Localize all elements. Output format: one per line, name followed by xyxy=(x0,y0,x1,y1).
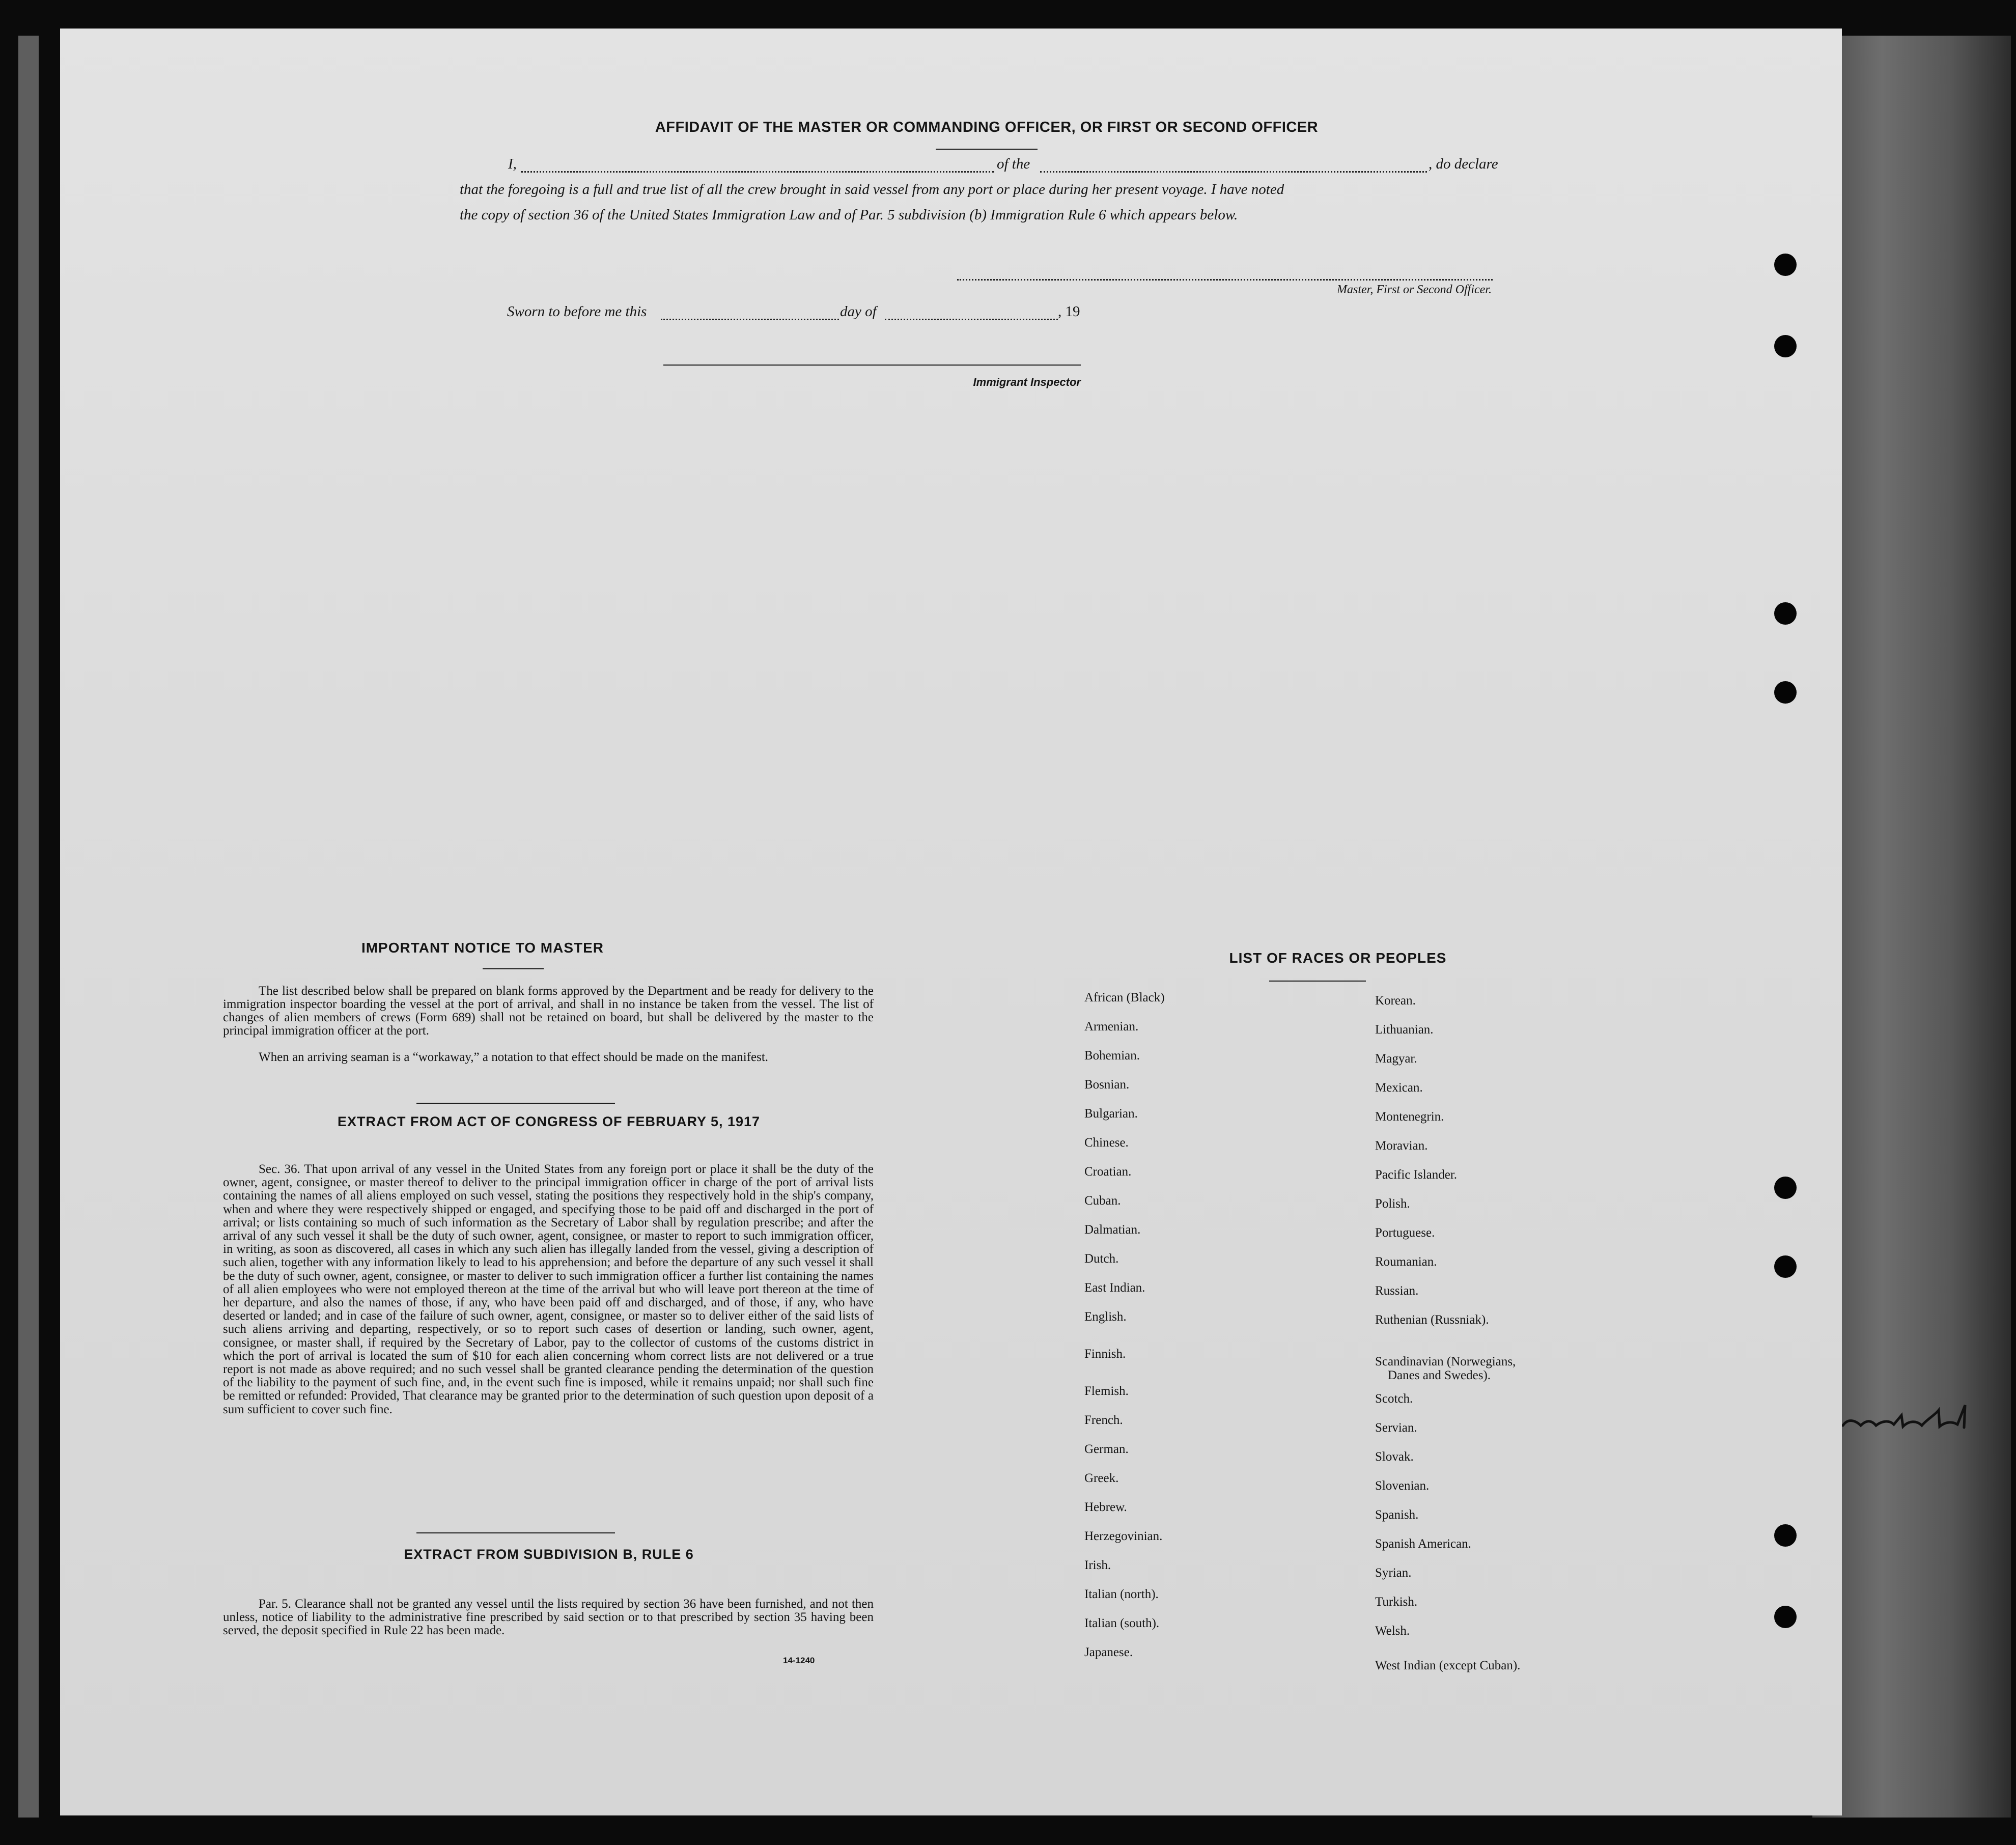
notice-divider xyxy=(483,968,544,969)
punch-hole xyxy=(1774,1524,1797,1547)
notice-para1: The list described below shall be prepared on blank forms approved by the Department and be ready for delivery to the immigration inspector boarding the vessel at the port of arrival, and shall in no instance be taken from the vessel. The list of changes of alien members of crews (Form 689) shall not be retained on board, but shall be delivered by the master to the principal immigration officer at the port. xyxy=(223,984,874,1038)
races-title: LIST OF RACES OR PEOPLES xyxy=(1229,950,1447,966)
race-item: Chinese. xyxy=(1084,1136,1129,1150)
race-item: Cuban. xyxy=(1084,1194,1121,1208)
race-item: Mexican. xyxy=(1375,1081,1423,1095)
manifest-page xyxy=(60,29,1842,1815)
punch-hole xyxy=(1774,1177,1797,1199)
inspector-signature-line[interactable] xyxy=(663,365,1081,366)
affidavit-line1-start: I, xyxy=(508,156,517,172)
race-item: English. xyxy=(1084,1310,1127,1324)
section-divider xyxy=(416,1532,615,1533)
sworn-start: Sworn to before me this xyxy=(507,303,647,320)
affidavit-line2: that the foregoing is a full and true list of all the crew brought in said vessel from any port or place during her present voyage. I have noted xyxy=(460,181,1284,198)
race-item: Finnish. xyxy=(1084,1347,1126,1361)
race-item: Montenegrin. xyxy=(1375,1110,1444,1124)
race-item: Slovak. xyxy=(1375,1450,1414,1464)
race-item: Hebrew. xyxy=(1084,1500,1127,1514)
extract-act-text: Sec. 36. That upon arrival of any vessel in the United States from any foreign port or place it shall be the duty of the owner, agent, consignee, or master thereof to deliver to the principal immigration officer in charge of the port of arrival lists containing the names of all aliens employed on such vessel, stating the positions they respectively hold in the ship's company, when and where they were respectively shipped or engaged, and specifying those to be paid off and discharged in the port of arrival; or lists containing so much of such information as the Secretary of Labor shall by regulation prescribe; and after the arrival of any such vessel it shall be the duty of such owner, agent, consignee, or master to report to such immigration officer, in writing, as soon as discovered, all cases in which any such alien has illegally landed from the vessel, giving a description of such alien, together with any information likely to lead to his apprehension; and before the departure of any such vessel it shall be the duty of such owner, agent, consignee, or master to deliver to such immigration officer a further list containing the names of all alien employees who were not employed thereon at the time of the arrival but who will leave port thereon at the time of her departure, and also the names of those, if any, who have been paid off and discharged, and of those, if any, who have deserted or landed; and in case of the failure of such owner, agent, consignee, or master so to deliver either of the said lists of such aliens arriving and departing, respectively, or so to report such cases of desertion or landing, such owner, agent, consignee, or master shall, if required by the Secretary of Labor, pay to the collector of customs of the customs district in which the port of arrival is located the sum of $10 for each alien concerning whom correct lists are not delivered or a true report is not made as above required; and no such vessel shall be granted clearance pending the determination of the question of the liability to the payment of such fine, and, in the event such fine is imposed, while it remains unpaid; nor shall such fine be remitted or refunded: Provided, That clearance may be granted prior to the determination of such question upon deposit of a sum sufficient to cover such fine. xyxy=(223,1162,874,1416)
punch-hole xyxy=(1774,254,1797,276)
race-item: Lithuanian. xyxy=(1375,1023,1434,1037)
affidavit-line1-end: , do declare xyxy=(1429,156,1498,172)
inspector-caption: Immigrant Inspector xyxy=(973,376,1081,388)
race-item: Italian (south). xyxy=(1084,1616,1160,1630)
race-item: Armenian. xyxy=(1084,1020,1139,1033)
sworn-end: , 19 xyxy=(1058,303,1080,320)
race-item: Korean. xyxy=(1375,994,1416,1008)
race-item: Flemish. xyxy=(1084,1384,1129,1398)
race-item: Polish. xyxy=(1375,1197,1410,1211)
race-item: Irish. xyxy=(1084,1558,1111,1572)
punch-hole xyxy=(1774,681,1797,704)
race-item: Scandinavian (Norwegians, xyxy=(1375,1355,1516,1368)
race-item: Pacific Islander. xyxy=(1375,1168,1458,1182)
sworn-mid: day of xyxy=(840,303,877,320)
race-item: Turkish. xyxy=(1375,1595,1418,1609)
extract-act-title: EXTRACT FROM ACT OF CONGRESS OF FEBRUARY 5, 1917 xyxy=(337,1114,761,1129)
race-item: Magyar. xyxy=(1375,1052,1417,1066)
form-number: 14-1240 xyxy=(783,1656,815,1665)
race-item: Ruthenian (Russniak). xyxy=(1375,1313,1489,1327)
race-item: Dalmatian. xyxy=(1084,1223,1141,1237)
race-item: Croatian. xyxy=(1084,1165,1132,1179)
sworn-day-blank[interactable] xyxy=(661,319,839,320)
race-item: Spanish. xyxy=(1375,1508,1419,1522)
races-divider xyxy=(1269,981,1366,982)
race-item: West Indian (except Cuban). xyxy=(1375,1659,1521,1672)
race-item: Moravian. xyxy=(1375,1139,1428,1153)
race-item: Greek. xyxy=(1084,1471,1119,1485)
race-item: Bohemian. xyxy=(1084,1049,1140,1063)
race-item: Italian (north). xyxy=(1084,1587,1159,1601)
punch-hole xyxy=(1774,1255,1797,1278)
race-item: Bosnian. xyxy=(1084,1078,1130,1092)
race-item: French. xyxy=(1084,1413,1123,1427)
race-item: Dutch. xyxy=(1084,1252,1119,1266)
race-item: Scotch. xyxy=(1375,1392,1413,1406)
notice-title: IMPORTANT NOTICE TO MASTER xyxy=(361,940,604,956)
master-caption: Master, First or Second Officer. xyxy=(1337,283,1492,296)
affidavit-title: AFFIDAVIT OF THE MASTER OR COMMANDING OFFICER, OR FIRST OR SECOND OFFICER xyxy=(655,119,1319,135)
punch-hole xyxy=(1774,1606,1797,1628)
race-item: Bulgarian. xyxy=(1084,1107,1138,1121)
punch-hole xyxy=(1774,335,1797,357)
affidavit-line1-mid: of the xyxy=(997,156,1030,172)
race-item: Japanese. xyxy=(1084,1645,1133,1659)
race-item: Welsh. xyxy=(1375,1624,1410,1638)
race-item: Syrian. xyxy=(1375,1566,1412,1580)
punch-hole xyxy=(1774,602,1797,625)
title-divider xyxy=(936,149,1038,150)
page-stack-edge-right xyxy=(1812,36,2011,1818)
race-item: Roumanian. xyxy=(1375,1255,1437,1269)
page-stack-edge-left xyxy=(18,36,39,1818)
race-item: German. xyxy=(1084,1442,1129,1456)
race-continuation: Danes and Swedes). xyxy=(1388,1368,1491,1382)
race-item: Servian. xyxy=(1375,1421,1417,1435)
master-signature-blank[interactable] xyxy=(957,279,1493,281)
race-item: Russian. xyxy=(1375,1284,1419,1298)
race-item: East Indian. xyxy=(1084,1281,1145,1295)
race-item: Spanish American. xyxy=(1375,1537,1471,1551)
affidavit-line3: the copy of section 36 of the United States Immigration Law and of Par. 5 subdivision (b) Immigration Rule 6 which appears below. xyxy=(460,207,1238,223)
race-item: Portuguese. xyxy=(1375,1226,1435,1240)
race-item: Slovenian. xyxy=(1375,1479,1430,1493)
name-blank[interactable] xyxy=(521,171,994,173)
extract-rule-title: EXTRACT FROM SUBDIVISION B, RULE 6 xyxy=(404,1547,694,1562)
extract-rule-text: Par. 5. Clearance shall not be granted any vessel until the lists required by section 36 have been furnished, and not then unless, notice of liability to the administrative fine prescribed by said section or to that prescribed by section 35 having been served, the deposit specified in Rule 22 has been made. xyxy=(223,1597,874,1637)
race-item: Herzegovinian. xyxy=(1084,1529,1163,1543)
section-divider xyxy=(416,1103,615,1104)
race-item: African (Black) xyxy=(1084,991,1165,1004)
vessel-blank[interactable] xyxy=(1040,171,1427,173)
sworn-month-blank[interactable] xyxy=(885,319,1058,320)
notice-para2: When an arriving seaman is a “workaway,” a notation to that effect should be made on the manifest. xyxy=(259,1050,769,1064)
